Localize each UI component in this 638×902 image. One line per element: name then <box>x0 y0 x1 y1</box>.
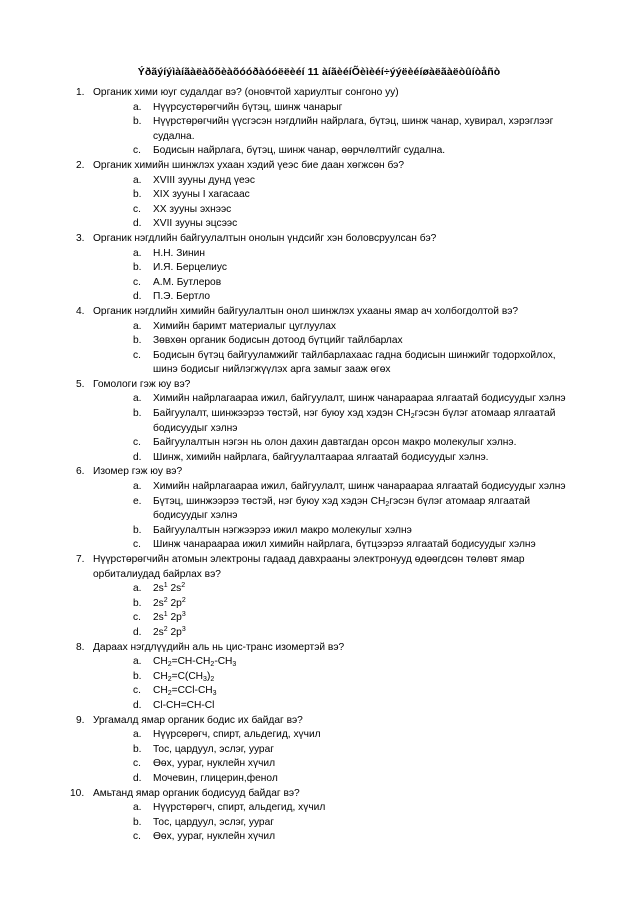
answer-option <box>0 830 638 845</box>
superscript: 2 <box>181 582 186 590</box>
option-text <box>153 408 555 434</box>
option-letter: b. <box>133 743 142 755</box>
option-text <box>153 773 278 784</box>
option-letter: d. <box>133 626 142 638</box>
answer-option <box>0 407 638 436</box>
option-text-part: Нүүрсөрөгч, спирт, альдегид, хүчил <box>153 729 321 741</box>
option-letter: c. <box>133 145 141 157</box>
option-letter: b. <box>133 335 142 347</box>
formula-part: Cl-CH=CH-Cl <box>153 699 215 711</box>
formula-part: 2s <box>153 612 164 624</box>
option-text-part: Химийн баримт материалыг цуглуулах <box>153 320 336 332</box>
option-text <box>153 277 221 288</box>
option-letter: d. <box>133 772 142 784</box>
option-text-part: Бодисын найрлага, бүтэц, шинж чанар, өөрчлөлтийг судална. <box>153 145 446 157</box>
option-letter: c. <box>133 831 141 843</box>
question-line <box>0 465 638 480</box>
option-text-part: Байгуулалт, шинжээрээ төстэй, нэг буюу хэд хэдэн CH <box>153 408 411 420</box>
superscript: 2 <box>163 625 168 633</box>
question-line <box>0 159 638 174</box>
answer-option <box>0 276 638 291</box>
answer-option <box>0 217 638 232</box>
superscript: 2 <box>181 596 186 604</box>
question-line <box>0 714 638 729</box>
option-text-part: Өөх, уураг, нуклейн хүчил <box>153 831 276 843</box>
formula-part: CH <box>153 656 168 668</box>
question-item <box>0 86 638 159</box>
question-number: 3. <box>76 232 85 244</box>
answer-option <box>0 247 638 262</box>
question-text: Органик нэгдлийн байгуулалтын онолын үндсийг хэн боловсруулсан бэ? <box>93 232 437 244</box>
answer-option <box>0 436 638 451</box>
subscript: 2 <box>210 675 215 683</box>
answer-option <box>0 728 638 743</box>
question-line <box>0 86 638 101</box>
option-text-part: Нүүрстөрөгчийн үүсгэсэн нэгдлийн найрлага, бүтэц, шинж чанар, хувирал, хэрэглээг судална. <box>153 116 554 142</box>
option-text-part: Өөх, уураг, нуклейн хүчил <box>153 758 276 770</box>
option-text <box>153 218 237 229</box>
answer-option <box>0 451 638 466</box>
question-number: 9. <box>76 714 85 726</box>
question-item <box>0 305 638 378</box>
question-text: Ургамалд ямар органик бодис их байдаг вэ? <box>93 714 303 726</box>
option-letter: b. <box>133 816 142 828</box>
answer-option <box>0 524 638 539</box>
option-text <box>153 189 250 200</box>
option-letter: b. <box>133 597 142 609</box>
answer-option <box>0 144 638 159</box>
superscript: 3 <box>181 611 186 619</box>
answer-option <box>0 611 638 626</box>
option-text-part: Байгуулалтын нэгжээрээ ижил макро молекулыг хэлнэ <box>153 524 412 536</box>
option-text <box>153 496 530 522</box>
formula-part: 2p <box>167 626 182 638</box>
formula-part: =C(CH <box>171 670 204 682</box>
option-letter: c. <box>133 437 141 449</box>
answer-option <box>0 290 638 305</box>
option-letter: b. <box>133 408 142 420</box>
option-list <box>0 247 638 305</box>
option-letter: a. <box>133 481 142 493</box>
option-list <box>0 801 638 845</box>
option-text <box>153 831 275 842</box>
option-text <box>153 598 186 609</box>
option-text <box>153 539 536 550</box>
question-number: 5. <box>76 378 85 390</box>
answer-option <box>0 699 638 714</box>
question-number: 4. <box>76 305 85 317</box>
question-item <box>0 465 638 553</box>
formula-part: CH <box>153 685 168 697</box>
option-letter: a. <box>133 101 142 113</box>
formula-part: -CH <box>214 656 233 668</box>
question-line <box>0 305 638 320</box>
question-list <box>0 86 638 845</box>
option-text <box>153 262 227 273</box>
option-letter: b. <box>133 116 142 128</box>
option-text <box>153 817 274 828</box>
answer-option <box>0 261 638 276</box>
answer-option <box>0 670 638 685</box>
option-letter: a. <box>133 174 142 186</box>
option-text <box>153 145 445 156</box>
question-item <box>0 378 638 466</box>
answer-option <box>0 174 638 189</box>
question-number: 2. <box>76 159 85 171</box>
option-letter: a. <box>133 247 142 259</box>
option-letter: d. <box>133 291 142 303</box>
formula-part: 2s <box>153 583 164 595</box>
answer-option <box>0 801 638 816</box>
option-text <box>153 291 210 302</box>
question-number: 7. <box>76 554 85 565</box>
option-letter: d. <box>133 699 142 711</box>
subscript: 2 <box>410 413 415 421</box>
option-text <box>153 248 205 259</box>
option-text <box>153 321 336 332</box>
formula-part: =CCl-CH <box>171 685 213 697</box>
question-line <box>0 787 638 802</box>
question-text: Органик нэгдлийн химийн байгуулалтын онол шинжлэх ухааны ямар ач холбогдолтой вэ? <box>93 305 519 317</box>
subscript: 2 <box>385 500 390 508</box>
question-item <box>0 232 638 305</box>
answer-option <box>0 655 638 670</box>
answer-option <box>0 495 638 524</box>
option-letter: c. <box>133 203 141 215</box>
option-letter: e. <box>133 495 142 507</box>
answer-option <box>0 101 638 116</box>
option-letter: a. <box>133 656 142 668</box>
option-list <box>0 480 638 553</box>
option-text-part: Нүүрстөрөгч, спирт, альдегид, хүчил <box>153 802 326 814</box>
option-text-part: Тос, цардуул, эслэг, уураг <box>153 743 274 755</box>
question-item <box>0 553 638 641</box>
option-list <box>0 655 638 713</box>
answer-option <box>0 334 638 349</box>
option-text <box>153 583 185 594</box>
option-letter: a. <box>133 802 142 814</box>
answer-option <box>0 684 638 699</box>
option-letter: d. <box>133 218 142 230</box>
option-text <box>153 685 217 696</box>
answer-option <box>0 772 638 787</box>
option-text-part: Шинж чанараараа ижил химийн найрлага, бүтцээрээ ялгаатай бодисуудыг хэлнэ <box>153 539 536 551</box>
formula-part: 2p <box>167 597 182 609</box>
option-text-part: И.Я. Берцелиус <box>153 262 227 274</box>
option-list <box>0 728 638 786</box>
option-text-part: А.М. Бутлеров <box>153 276 222 288</box>
option-text <box>153 758 275 769</box>
question-text: Нүүрстөрөгчийн атомын электроны гадаад давхрааны электронууд өдөөгдсөн төлөвт ямар орбиталиудад байрлах вэ? <box>93 554 525 580</box>
answer-option <box>0 115 638 144</box>
formula-part: 2s <box>167 583 182 595</box>
option-text-part: Шинж, химийн найрлага, байгуулалтаараа ялгаатай бодисуудыг хэлнэ. <box>153 451 489 463</box>
option-text-part: XIX зууны I хагасаас <box>153 189 250 201</box>
option-text-part: гэсэн бүлэг атомаар ялгаатай бодисуудыг хэлнэ <box>153 495 531 522</box>
formula-part: CH <box>153 670 168 682</box>
answer-option <box>0 480 638 495</box>
formula-part: 2s <box>153 597 164 609</box>
answer-option <box>0 188 638 203</box>
option-list <box>0 101 638 159</box>
option-text-part: Бодисын бүтэц байгууламжийг тайлбарлахаас гадна бодисын шинжийг тодорхойлох, шинэ бодисыг нийлэгжүүлэх арга замыг зааж өгөх <box>153 349 556 376</box>
option-letter: c. <box>133 758 141 770</box>
option-text-part: Химийн найрлагаараа ижил, байгуулалт, шинж чанараараа ялгаатай бодисуудыг хэлнэ <box>153 481 566 493</box>
option-letter: c. <box>133 349 141 361</box>
option-text-part: Химийн найрлагаараа ижил, байгуулалт, шинж чанараараа ялгаатай бодисуудыг хэлнэ <box>153 393 566 405</box>
option-letter: a. <box>133 393 142 405</box>
answer-option <box>0 203 638 218</box>
option-text-part: Зөвхөн органик бодисын дотоод бүтцийг тайлбарлах <box>153 335 403 347</box>
option-list <box>0 320 638 378</box>
answer-option <box>0 757 638 772</box>
option-text <box>153 350 556 376</box>
option-text-part: Бүтэц, шинжээрээ төстэй, нэг буюу хэд хэдэн CH <box>153 495 386 507</box>
question-text: Органик химийн шинжлэх ухаан хэдий үеэс бие даан хөгжсөн бэ? <box>93 159 405 171</box>
option-text <box>153 744 274 755</box>
option-letter: c. <box>133 685 141 697</box>
option-text-part: Н.Н. Зинин <box>153 247 205 259</box>
option-letter: d. <box>133 451 142 463</box>
answer-option <box>0 349 638 378</box>
formula-part: 2p <box>167 612 182 624</box>
option-text <box>153 700 214 711</box>
option-text <box>153 175 255 186</box>
option-text <box>153 612 186 623</box>
option-text <box>153 437 516 448</box>
option-letter: a. <box>133 729 142 741</box>
option-text-part: гэсэн бүлэг атомаар ялгаатай бодисуудыг хэлнэ <box>153 408 556 434</box>
answer-option <box>0 626 638 641</box>
option-list <box>0 174 638 232</box>
question-item <box>0 714 638 787</box>
question-number: 8. <box>76 641 85 653</box>
question-number: 6. <box>76 466 85 478</box>
option-letter: b. <box>133 670 142 682</box>
option-text <box>153 481 566 492</box>
superscript: 1 <box>163 582 168 590</box>
option-text <box>153 656 236 667</box>
option-list <box>0 582 638 640</box>
option-text <box>153 393 566 404</box>
option-text <box>153 452 489 463</box>
answer-option <box>0 743 638 758</box>
question-text: Гомологи гэж юу вэ? <box>93 378 191 390</box>
question-text: Органик хими юуг судалдаг вэ? (оновчтой хариултыг сонгоно уу) <box>93 87 399 98</box>
question-line <box>0 232 638 247</box>
question-number: 10. <box>70 787 85 799</box>
option-text <box>153 204 231 215</box>
answer-option <box>0 816 638 831</box>
formula-part: =CH-CH <box>171 656 211 668</box>
option-text <box>153 116 553 142</box>
option-letter: b. <box>133 262 142 274</box>
option-letter: b. <box>133 189 142 201</box>
option-text-part: Тос, цардуул, эслэг, уураг <box>153 816 274 828</box>
option-letter: c. <box>133 612 141 624</box>
subscript: 2 <box>167 661 172 669</box>
answer-option <box>0 538 638 553</box>
answer-option <box>0 320 638 335</box>
subscript: 3 <box>212 690 217 698</box>
option-text-part: П.Э. Бертло <box>153 291 211 303</box>
subscript: 2 <box>167 675 172 683</box>
formula-part: ) <box>206 670 211 682</box>
subscript: 3 <box>232 661 237 669</box>
option-text-part: Байгуулалтын нэгэн нь олон дахин давтагдан орсон макро молекулыг хэлнэ. <box>153 437 517 449</box>
question-line <box>0 641 638 656</box>
question-number: 1. <box>76 87 85 98</box>
question-text: Изомер гэж юу вэ? <box>93 466 183 478</box>
question-line <box>0 378 638 393</box>
question-text: Дараах нэгдлүүдийн аль нь цис-транс изомертэй вэ? <box>93 641 345 653</box>
option-list <box>0 392 638 465</box>
option-text <box>153 671 214 682</box>
option-text <box>153 525 412 536</box>
option-text-part: XX зууны эхнээс <box>153 203 232 215</box>
subscript: 2 <box>210 661 215 669</box>
option-text <box>153 335 403 346</box>
formula-part: 2s <box>153 626 164 638</box>
superscript: 2 <box>163 596 168 604</box>
option-text-part: Нүүрсустөрөгчийн бүтэц, шинж чанарыг <box>153 101 343 113</box>
option-text <box>153 729 321 740</box>
question-item <box>0 787 638 845</box>
question-item <box>0 159 638 232</box>
subscript: 2 <box>167 690 172 698</box>
option-letter: b. <box>133 524 142 536</box>
option-text-part: XVIII зууны дунд үеэс <box>153 174 255 186</box>
option-letter: a. <box>133 583 142 595</box>
question-line <box>0 553 638 582</box>
question-text: Амьтанд ямар органик бодисууд байдаг вэ? <box>93 787 300 799</box>
document-title: Ýðãýíýìàíãàëàõõèàõóóðàóóëëèéí 11 àíãèéíÕèìèéí÷ýýëèéíøàëãàëòûíòåñò <box>137 66 501 78</box>
answer-option <box>0 582 638 597</box>
option-letter: c. <box>133 276 141 288</box>
option-text <box>153 627 186 638</box>
superscript: 3 <box>181 625 186 633</box>
option-text <box>153 102 342 113</box>
subscript: 3 <box>203 675 207 683</box>
answer-option <box>0 392 638 407</box>
superscript: 1 <box>163 611 168 619</box>
option-letter: c. <box>133 539 141 551</box>
answer-option <box>0 597 638 612</box>
option-text <box>153 802 325 813</box>
option-text-part: XVII зууны эцсээс <box>153 218 238 230</box>
option-letter: a. <box>133 320 142 332</box>
question-item <box>0 641 638 714</box>
option-text-part: Мочевин, глицерин,фенол <box>153 772 278 784</box>
